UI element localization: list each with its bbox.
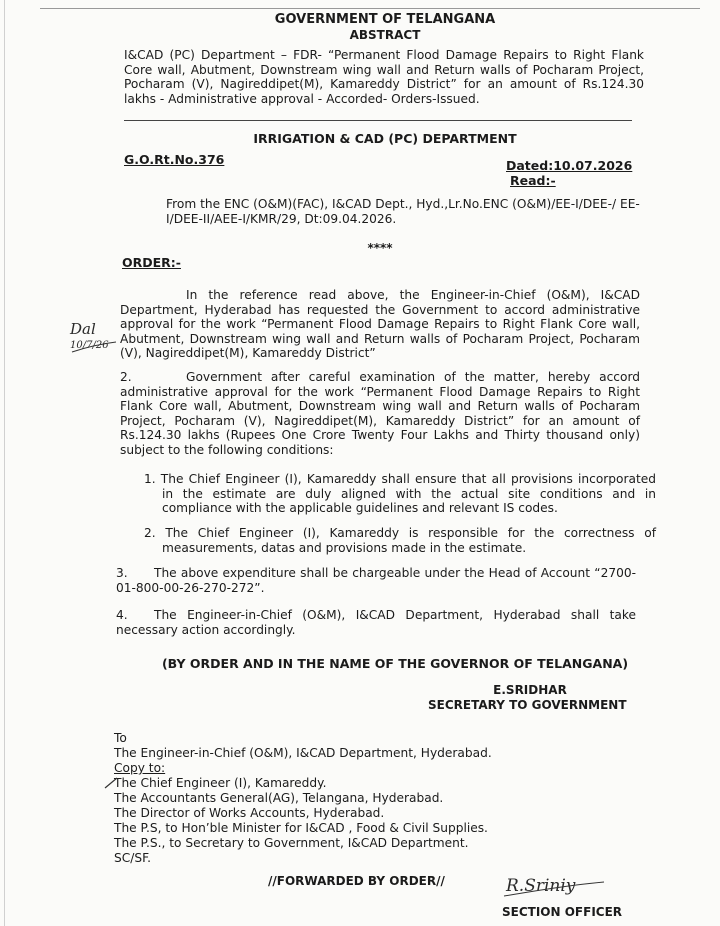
copy-to-label: Copy to:	[114, 761, 166, 775]
paragraph-4: The Engineer-in-Chief (O&M), I&CAD Department, Hyderabad shall take necessary action accordingly.	[116, 608, 636, 637]
department-title: IRRIGATION & CAD (PC) DEPARTMENT	[253, 131, 517, 146]
reference-text: From the ENC (O&M)(FAC), I&CAD Dept., Hyd.,Lr.No.ENC (O&M)/EE-I/DEE-/ EE-I/DEE-II/AEE-I/KMR/29, Dt:09.04.2026.	[166, 197, 640, 226]
handwritten-margin-date: 10/7/26	[70, 340, 109, 351]
handwritten-margin-note: Dal	[70, 320, 96, 338]
margin-scribble-icon	[70, 316, 118, 356]
paragraph-4-number: 4.	[116, 608, 128, 622]
section-officer-title: SECTION OFFICER	[502, 905, 623, 919]
copy-recipient: The P.S, to Hon’ble Minister for I&CAD , Food & Civil Supplies.	[114, 821, 488, 835]
top-border	[40, 8, 700, 9]
copy-recipient: The Director of Works Accounts, Hyderabad.	[114, 806, 385, 820]
paragraph-1: In the reference read above, the Engineer-in-Chief (O&M), I&CAD Department, Hyderabad has requested the Government to accord administrative approval for the work “Permanent Flood Damage Repairs to Right Flank Core wall, Abutment, Downstream wing wall and Return walls of Pocharam Project, Pocharam (V), Nagireddipet(M), Kamareddy District”	[120, 288, 640, 361]
govt-title: GOVERNMENT OF TELANGANA	[274, 12, 496, 27]
to-label: To	[114, 731, 127, 745]
to-recipient: The Engineer-in-Chief (O&M), I&CAD Department, Hyderabad.	[114, 746, 492, 760]
paragraph-3-number: 3.	[116, 566, 128, 580]
order-heading: ORDER:-	[122, 255, 181, 270]
go-number: G.O.Rt.No.376	[124, 152, 225, 167]
copy-recipient: The P.S., to Secretary to Government, I&CAD Department.	[114, 836, 469, 850]
paragraph-2: Government after careful examination of the matter, hereby accord administrative approval for the work “Permanent Flood Damage Repairs to Right Flank Core wall, Abutment, Downstream wing wall and Return walls of Pocharam Project, Pocharam (V), Nagireddipet(M), Kamareddy District” for an amount of Rs.124.30 lakhs (Rupees One Crore Twenty Four Lakhs and Thirty thousand only) subject to the following conditions:	[120, 370, 640, 457]
paragraph-3: The above expenditure shall be chargeable under the Head of Account “2700-01-800-00-26-270-272”.	[116, 566, 636, 595]
section-officer-signature: R.Sriniy	[506, 876, 576, 896]
read-label: Read:-	[510, 173, 556, 188]
separator-stars: ****	[367, 241, 393, 255]
condition-2: 2. The Chief Engineer (I), Kamareddy is responsible for the correctness of measurements, datas and provisions made in the estimate.	[144, 526, 656, 555]
subject-divider	[124, 120, 632, 121]
dated-label: Dated:10.07.2026	[506, 158, 633, 173]
subject-text: I&CAD (PC) Department – FDR- “Permanent Flood Damage Repairs to Right Flank Core wall, Abutment, Downstream wing wall and Return walls of Pocharam Project, Pocharam (V), Nagireddipet(M), Kamareddy District” for an amount of Rs.124.30 lakhs - Administrative approval - Accorded- Orders-Issued.	[124, 48, 644, 106]
abstract-title: ABSTRACT	[349, 28, 421, 42]
signatory-title: SECRETARY TO GOVERNMENT	[428, 698, 627, 712]
signature-flourish-icon	[500, 872, 610, 902]
left-edge	[4, 0, 5, 926]
copy-recipient: The Accountants General(AG), Telangana, Hyderabad.	[114, 791, 444, 805]
tick-mark-icon	[104, 776, 118, 790]
paragraph-2-number: 2.	[120, 370, 132, 384]
condition-1: 1. The Chief Engineer (I), Kamareddy shall ensure that all provisions incorporated in the estimate are duly aligned with the actual site conditions and in compliance with the applicable guidelines and relevant IS codes.	[144, 472, 656, 516]
signatory-name: E.SRIDHAR	[493, 683, 567, 697]
by-order-line: (BY ORDER AND IN THE NAME OF THE GOVERNOR OF TELANGANA)	[161, 656, 629, 671]
copy-recipient: The Chief Engineer (I), Kamareddy.	[114, 776, 327, 790]
forwarded-line: //FORWARDED BY ORDER//	[268, 874, 445, 888]
copy-recipient: SC/SF.	[114, 851, 152, 865]
